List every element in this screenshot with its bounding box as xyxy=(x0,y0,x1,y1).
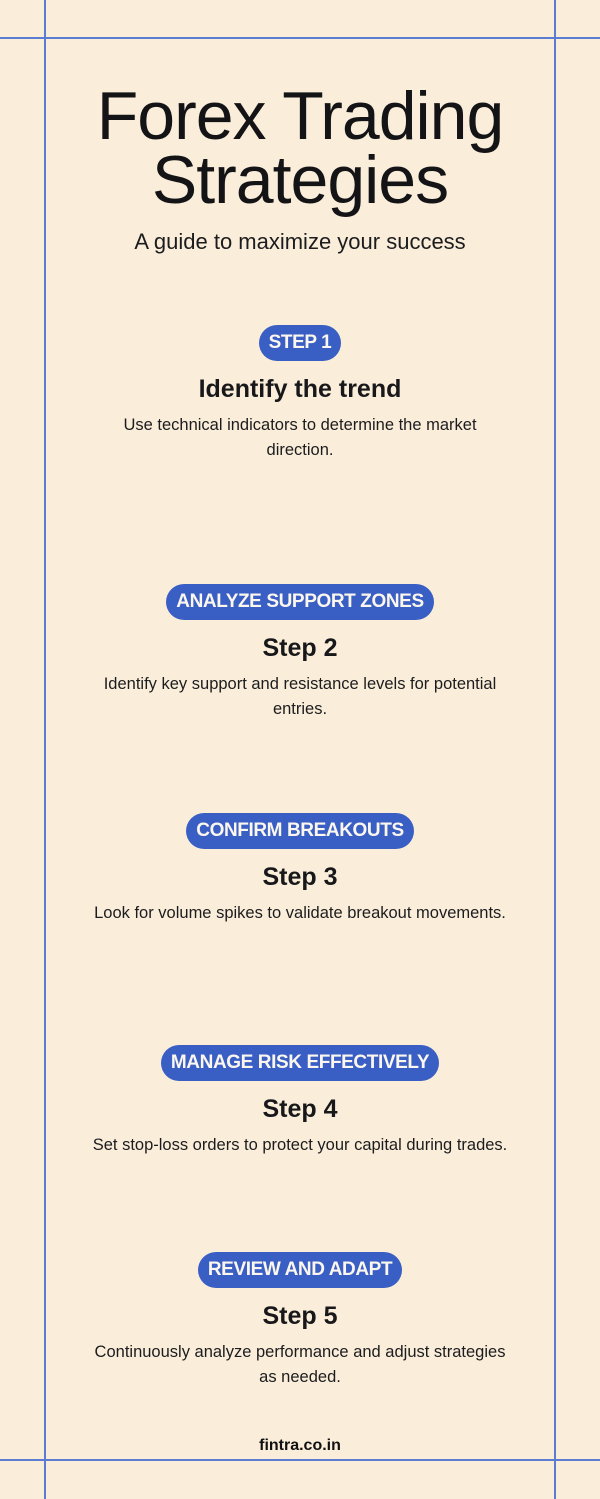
top-guide-line xyxy=(0,37,600,39)
step-badge: ANALYZE SUPPORT ZONES xyxy=(166,584,433,620)
step-heading: Identify the trend xyxy=(198,375,402,403)
step-description: Look for volume spikes to validate breakout movements. xyxy=(94,904,506,922)
step-heading: Step 5 xyxy=(262,1302,338,1330)
step-section-1 xyxy=(45,325,555,463)
step-heading: Step 2 xyxy=(262,634,338,662)
step-heading: Step 3 xyxy=(262,863,338,891)
footer-website: fintra.co.in xyxy=(259,1437,341,1454)
step-description: Identify key support and resistance levels for potential entries. xyxy=(103,675,497,718)
step-description: Use technical indicators to determine the market direction. xyxy=(123,416,477,459)
step-heading: Step 4 xyxy=(262,1095,338,1123)
title-line-2: Strategies xyxy=(151,142,449,218)
step-description: Continuously analyze performance and adjust strategies as needed. xyxy=(94,1343,506,1386)
bottom-guide-line xyxy=(0,1459,600,1461)
step-section-5 xyxy=(45,1252,555,1390)
title-line-1: Forex Trading xyxy=(96,78,504,154)
step-badge: REVIEW AND ADAPT xyxy=(198,1252,402,1288)
step-badge: MANAGE RISK EFFECTIVELY xyxy=(161,1045,439,1081)
step-description: Set stop-loss orders to protect your capital during trades. xyxy=(92,1136,508,1154)
step-badge: STEP 1 xyxy=(259,325,342,361)
page-title xyxy=(0,78,600,218)
page-subtitle: A guide to maximize your success xyxy=(134,229,466,254)
step-section-3 xyxy=(45,813,555,926)
step-badge: CONFIRM BREAKOUTS xyxy=(186,813,413,849)
step-section-2 xyxy=(45,584,555,722)
step-section-4 xyxy=(45,1045,555,1158)
